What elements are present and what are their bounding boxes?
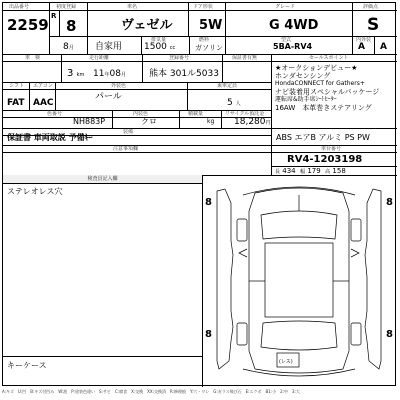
fuel-label: 燃料: [199, 37, 210, 43]
door-type: 5W: [199, 18, 223, 33]
score: S: [367, 15, 380, 35]
divider: [3, 10, 397, 11]
divider: [55, 82, 56, 110]
plate-label: 登録番号: [169, 55, 190, 61]
car-name: ヴェゼル: [121, 18, 173, 33]
options-list: ABS エアB アルミ PS PW: [276, 133, 370, 142]
divider: [3, 152, 397, 153]
divider: [271, 145, 272, 175]
sales-point: 16AW 本革巻きステアリング: [275, 104, 372, 112]
ac-label: エアコン: [33, 83, 53, 89]
divider: [3, 61, 397, 62]
lot-number: 2259: [7, 16, 49, 34]
grade: G 4WD: [269, 18, 319, 33]
interior-color: クロ: [141, 117, 157, 126]
divider: [221, 110, 222, 128]
model-code: 5BA-RV4: [273, 42, 313, 51]
divider: [374, 36, 375, 54]
displacement: 1500 cc: [144, 42, 176, 52]
shaken-label: 車 検: [25, 55, 41, 61]
sales-point: HondaCONNECT for Gathers+: [275, 80, 365, 87]
divider: [225, 3, 226, 54]
divider: [49, 3, 50, 54]
divider: [3, 117, 271, 118]
color-number: NH883P: [73, 117, 106, 126]
warranty-label: 保証書有無: [232, 55, 258, 61]
shift-type: FAT: [7, 98, 25, 108]
interior-grade: A: [358, 42, 365, 52]
dimensions: 長 434 幅 179 高 158: [275, 167, 346, 175]
first-registration-label: 初度登録: [56, 4, 77, 10]
era-mark: R: [51, 12, 57, 20]
divider: [222, 54, 223, 82]
load-label: 積載量: [188, 111, 204, 117]
model-label: 型式: [281, 37, 292, 43]
car-diagram: [203, 181, 395, 385]
capacity-label: 乗車定員: [217, 83, 238, 89]
int-ext-label: 内外装: [356, 37, 372, 43]
divider: [59, 10, 60, 36]
interior-color-label: 内装色: [133, 111, 149, 117]
mileage-label: 走行距離: [89, 55, 110, 61]
door-type-label: ドア形状: [193, 4, 213, 10]
inspection-sheet: [2, 2, 396, 386]
score-label: 評価点: [363, 4, 379, 10]
inspector-note: ステレオレス穴: [7, 187, 63, 196]
divider: [141, 36, 142, 54]
color-number-label: 色番号: [47, 111, 63, 117]
exterior-color: パール: [95, 92, 122, 102]
inspector-caption: 検査員記入欄: [3, 175, 202, 184]
divider: [142, 54, 143, 82]
chassis-number: RV4-1203198: [287, 154, 363, 165]
inspector-note: キーケース: [7, 361, 47, 370]
lot-number-label: 出品番号: [9, 4, 30, 10]
divider: [112, 110, 113, 128]
shift-label: シフト: [9, 83, 25, 89]
divider: [271, 54, 272, 145]
first-registration-month: 8月: [63, 42, 74, 52]
tread-depth-mark: 8: [386, 197, 393, 208]
spare-tire-label: (レス): [279, 359, 293, 365]
ac-type: AAC: [33, 98, 54, 108]
seating-capacity: 5 人: [227, 98, 241, 108]
plate-number: 熊本 301ル5033: [149, 69, 219, 79]
usage-type: 自家用: [95, 42, 123, 52]
legend-footer: A:キズ U:凹 B:キズ付凹み W:波 P:塗装色違い S:サビ C:腐食 X:交換 XX:交換済 R:修理痕 Y:穴・ワレ G:ガラス飛び石 E:エクボ B1:小 2:中 3:大: [2, 389, 300, 394]
fuel-type: ガソリン: [195, 44, 223, 52]
divider: [3, 356, 202, 357]
divider: [188, 3, 189, 36]
tread-depth-mark: 8: [205, 197, 212, 208]
chassis-label: 車台番号: [321, 146, 342, 152]
car-name-label: 車名: [127, 4, 138, 10]
sales-point: 運転席&助手席ｼｰﾄﾋｰﾀｰ: [275, 96, 337, 103]
first-registration-year: 8: [66, 17, 77, 35]
notes-label: 注意事項欄: [113, 146, 139, 152]
divider: [61, 54, 62, 82]
equipment-label: 装備: [123, 129, 134, 135]
divider: [352, 3, 353, 54]
color-label: 外装色: [111, 83, 127, 89]
divider: [179, 110, 180, 128]
sales-point: ホンダセンシング: [275, 72, 331, 80]
equipment-list: 保証書 車両取説 予備ｷｰ: [7, 133, 93, 142]
shaken-expiry: 11年08月: [93, 69, 126, 79]
divider: [189, 36, 190, 54]
tread-depth-mark: 8: [386, 329, 393, 340]
recycle-label: リサイクル預託金: [225, 111, 265, 117]
recycle-fee: 18,280円: [234, 117, 271, 127]
sales-points-label: セールスポイント: [309, 55, 349, 61]
divider: [3, 89, 271, 90]
divider: [29, 82, 30, 110]
divider: [187, 82, 188, 110]
sales-point: ナビ装着用スペシャルパッケージ: [275, 88, 380, 96]
tread-depth-mark: 8: [205, 329, 212, 340]
divider: [87, 3, 88, 54]
sales-point: ★オークションデビュー★: [275, 64, 358, 72]
displacement-label: 排気量: [151, 37, 167, 43]
load-unit: kg: [207, 118, 215, 125]
exterior-grade: A: [380, 42, 387, 52]
mileage-value: 3 km: [67, 68, 85, 79]
grade-label: グレード: [275, 4, 296, 10]
divider: [3, 128, 397, 129]
